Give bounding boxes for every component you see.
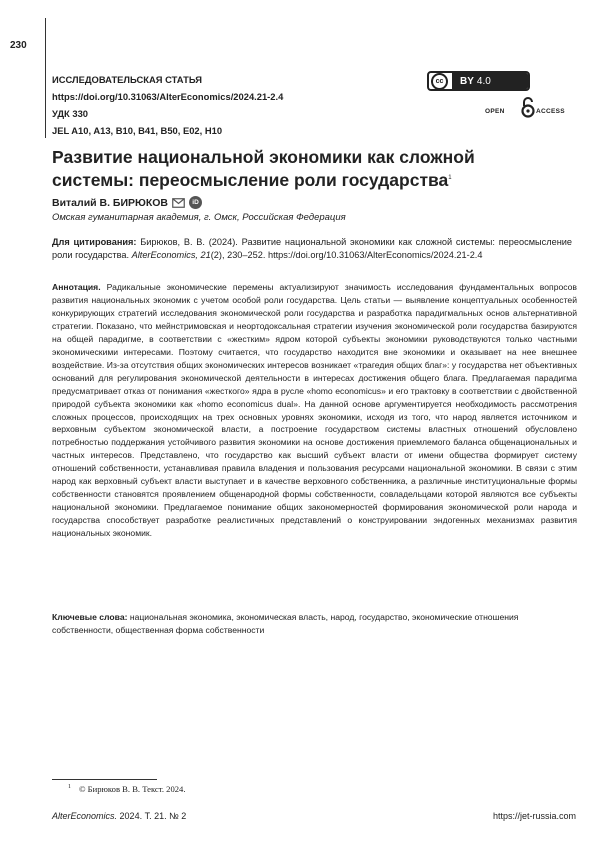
abstract-label: Аннотация. — [52, 282, 101, 292]
keywords — [52, 611, 577, 637]
keywords-text: национальная экономика, экономическая власть, народ, государство, экономические отношения собственности, общественная форма собственности — [52, 612, 519, 635]
udc-code: УДК 330 — [52, 108, 89, 119]
email-icon[interactable] — [172, 198, 185, 208]
cc-icon: cc — [431, 73, 448, 90]
article-title-text: Развитие национальной экономики как сложной системы: переосмысление роли государства — [52, 147, 475, 190]
page-number: 230 — [10, 40, 27, 51]
open-access-lock-icon — [521, 96, 535, 118]
footer-journal: AlterEconomics. — [52, 811, 118, 821]
title-footnote-mark[interactable]: 1 — [448, 175, 452, 181]
orcid-icon[interactable] — [189, 196, 202, 209]
jel-codes: JEL A10, A13, B10, B41, B50, E02, H10 — [52, 125, 223, 136]
footer-journal-info — [52, 811, 186, 821]
doi-link[interactable]: https://doi.org/10.31063/AlterEconomics/2024.21-2.4 — [52, 91, 284, 102]
footnote-mark: 1 — [68, 784, 71, 791]
margin-divider — [45, 18, 46, 138]
author-name: Виталий В. БИРЮКОВ — [52, 196, 169, 209]
cc-version: 4.0 — [476, 75, 491, 87]
cc-by-text: BY — [460, 75, 474, 87]
cc-license-badge[interactable] — [427, 71, 530, 91]
footer-url[interactable]: https://jet-russia.com — [492, 811, 576, 821]
keywords-label: Ключевые слова: — [52, 612, 128, 622]
open-access-open-text: OPEN — [485, 108, 505, 115]
open-access-access-text: ACCESS — [536, 108, 565, 115]
cc-by-label — [452, 73, 528, 89]
abstract — [52, 281, 577, 540]
citation-text-post: (2), 230–252. https://doi.org/10.31063/AlterEconomics/2024.21-2.4 — [210, 250, 483, 260]
abstract-text: Радикальные экономические перемены актуализируют значимость исследования фундаментальных вопросов развития национальных экономик с учетом особой роли государства. Цель статьи — выявление концептуальных особенностей конкурирующих стратегий исследования экономической роли государства и разработка парадигмальных основ альтернативной стратегии. Показано, что мейнстримовская и неортодоксальная стратегии изучения экономической роли государства базируются на общей парадигме, в соответствии с «жестким» ядром которой субъекты экономики руководствуются только частными экономическими интересами. Поэтому считается, что государство находится вне экономики и оказывает на нее внешнее воздействие. Из-за отсутствия общих экономических интересов возникает «трагедия общих благ»: у государства нет объективных оснований для регулирования экономической деятельности в интересах достижения общего блага. Предлагаемая парадигма предусматривает отказ от понимания «жесткого» ядра в русле «homo economicus» и его трактовку в соответствии с двойственной природой субъекта экономики как «homo economicus dual». На данной основе аргументируется необходимость рассмотрения сложных процессов, происходящих на трех основных уровнях экономики, исходя из того, что народ является источником и верховным субъектом экономической власти, а построение государством системы властных отношений обусловлено потребностью поддержания устойчивого развития экономики на основе достижения приемлемого баланса общенациональных и частных интересов. Представлено, что государство как высший субъект власти от имени общества формирует систему отношений собственности, устанавливая правила владения и пользования ресурсами национальной экономики. В связи с этим народ как верховный субъект власти выступает и в качестве верховного собственника, а различные институциональные формы собственности становятся проявлением общенародной формы собственности, совладельцами которой являются все субъекты национальной экономики. Предлагаемое понимание общих закономерностей формирования экономической роли народа и государства способствует разработке реалистичных представлений о конструировании эндогенных механизмах развития национальных экономик. — [52, 282, 577, 539]
citation-label: Для цитирования: — [52, 237, 137, 247]
author-line — [52, 196, 202, 209]
citation-text-pre: Бирюков, В. В. (2024). Развитие национальной экономики как сложной системы: переосмысление роли государства. — [52, 237, 573, 260]
orcid-label: iD — [192, 199, 199, 206]
article-meta — [52, 71, 412, 139]
footer-issue: 2024. Т. 21. № 2 — [119, 811, 187, 821]
footnote-divider — [52, 779, 157, 780]
open-access-logo — [485, 96, 575, 120]
article-title — [52, 147, 552, 191]
footnote-text: © Бирюков В. В. Текст. 2024. — [79, 784, 186, 794]
citation-block — [52, 236, 572, 262]
article-type: ИССЛЕДОВАТЕЛЬСКАЯ СТАТЬЯ — [52, 74, 202, 85]
footnote — [68, 784, 185, 794]
author-affiliation: Омская гуманитарная академия, г. Омск, Российская Федерация — [52, 212, 346, 223]
citation-journal: AlterEconomics, 21 — [131, 250, 211, 260]
